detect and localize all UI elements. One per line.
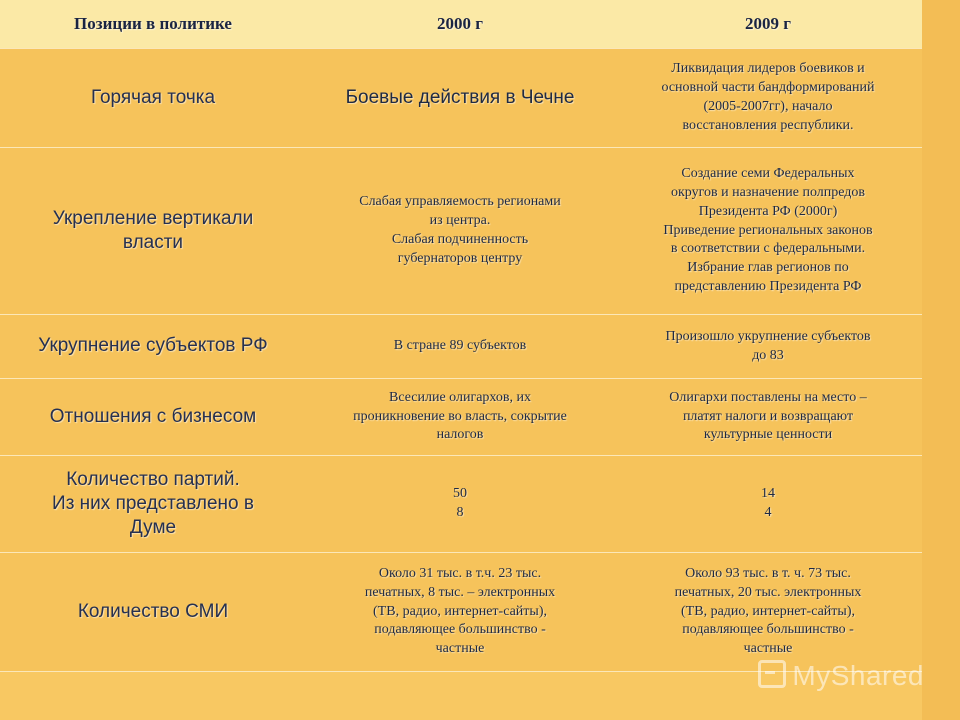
cell-line: 4 xyxy=(764,505,772,520)
table-row-subjects xyxy=(0,315,922,379)
cell-line: Олигархи поставлены на место – xyxy=(669,389,867,405)
cell-line: Президента РФ (2000г) xyxy=(698,203,838,219)
row-label-line: Из них представлено в xyxy=(52,492,254,514)
cell-line: Боевые действия в Чечне xyxy=(345,87,575,109)
cell-line: 8 xyxy=(456,505,464,520)
cell-2000 xyxy=(306,49,614,148)
cell-line: представлению Президента РФ xyxy=(674,279,862,295)
cell-line: 14 xyxy=(761,486,775,502)
row-label-line: власти xyxy=(122,232,184,253)
row-label: Укрупнение субъектов РФ xyxy=(0,315,306,379)
cell-line: основной части бандформирований xyxy=(661,80,875,96)
cell-line: Слабая управляемость регионами xyxy=(359,194,561,210)
cell-line: печатных, 20 тыс. электронных xyxy=(674,584,862,600)
cell-line: 50 xyxy=(453,486,467,502)
header-positions: Позиции в политике xyxy=(0,0,306,49)
cell-line: до 83 xyxy=(752,347,784,363)
cell-line: (ТВ, радио, интернет-сайты), xyxy=(681,603,855,619)
cell-line: Слабая подчиненность xyxy=(391,232,529,247)
cell-line: налогов xyxy=(436,427,484,443)
row-label-line: Укрепление вертикали xyxy=(52,207,254,229)
cell-2000 xyxy=(306,553,614,672)
row-label: Количество СМИ xyxy=(0,553,306,672)
cell-2009 xyxy=(614,379,922,456)
cell-line: проникновение во власть, сокрытие xyxy=(353,408,567,424)
cell-line: подавляющее большинство - xyxy=(374,622,546,638)
cell-line: частные xyxy=(743,641,793,657)
row-label: Отношения с бизнесом xyxy=(0,379,306,456)
watermark-logo-icon xyxy=(758,660,786,688)
watermark-text: MyShared xyxy=(792,660,924,691)
cell-line: губернаторов центру xyxy=(397,250,523,266)
cell-line: Произошло укрупнение субъектов xyxy=(665,328,871,344)
cell-line: (ТВ, радио, интернет-сайты), xyxy=(373,603,547,619)
row-label-line: Думе xyxy=(129,517,177,539)
cell-2000 xyxy=(306,315,614,379)
table-header-row xyxy=(0,0,922,49)
header-year-2000: 2000 г xyxy=(306,0,614,49)
cell-line: В стране 89 субъектов xyxy=(393,338,527,354)
table-row-media xyxy=(0,553,922,672)
table-row-parties xyxy=(0,456,922,553)
cell-2009 xyxy=(614,456,922,553)
cell-line: подавляющее большинство - xyxy=(682,622,854,638)
cell-line: в соответствии с федеральными. xyxy=(670,241,866,257)
table-row-business xyxy=(0,379,922,456)
cell-line: Ликвидация лидеров боевиков и xyxy=(671,61,865,77)
cell-2009 xyxy=(614,49,922,148)
cell-line: восстановления республики. xyxy=(682,117,854,133)
cell-line: из центра. xyxy=(429,213,491,229)
row-label xyxy=(0,456,306,553)
cell-2009 xyxy=(614,315,922,379)
table-row-hot-spot xyxy=(0,49,922,148)
header-year-2009: 2009 г xyxy=(614,0,922,49)
row-label-line: Количество партий. xyxy=(66,468,240,490)
cell-2009 xyxy=(614,553,922,672)
cell-line: культурные ценности xyxy=(703,427,833,443)
cell-line: Около 93 тыс. в т. ч. 73 тыс. xyxy=(685,565,851,581)
cell-line: Всесилие олигархов, их xyxy=(388,389,531,405)
table-row-vertical-power xyxy=(0,148,922,315)
cell-line: платят налоги и возвращают xyxy=(682,408,854,424)
cell-line: Около 31 тыс. в т.ч. 23 тыс. xyxy=(378,565,542,581)
cell-line: округов и назначение полпредов xyxy=(671,184,865,200)
cell-2000 xyxy=(306,379,614,456)
cell-2009 xyxy=(614,148,922,315)
cell-2000 xyxy=(306,456,614,553)
cell-line: Создание семи Федеральных xyxy=(681,165,855,181)
cell-line: (2005-2007гг), начало xyxy=(703,99,833,114)
watermark xyxy=(758,660,924,692)
cell-line: частные xyxy=(435,641,485,657)
slide-side-strip xyxy=(922,0,960,720)
cell-2000 xyxy=(306,148,614,315)
cell-line: Приведение региональных законов xyxy=(663,222,873,238)
cell-line: печатных, 8 тыс. – электронных xyxy=(364,584,556,600)
cell-line: Избрание глав регионов по xyxy=(687,260,849,276)
row-label xyxy=(0,148,306,315)
row-label: Горячая точка xyxy=(0,49,306,148)
